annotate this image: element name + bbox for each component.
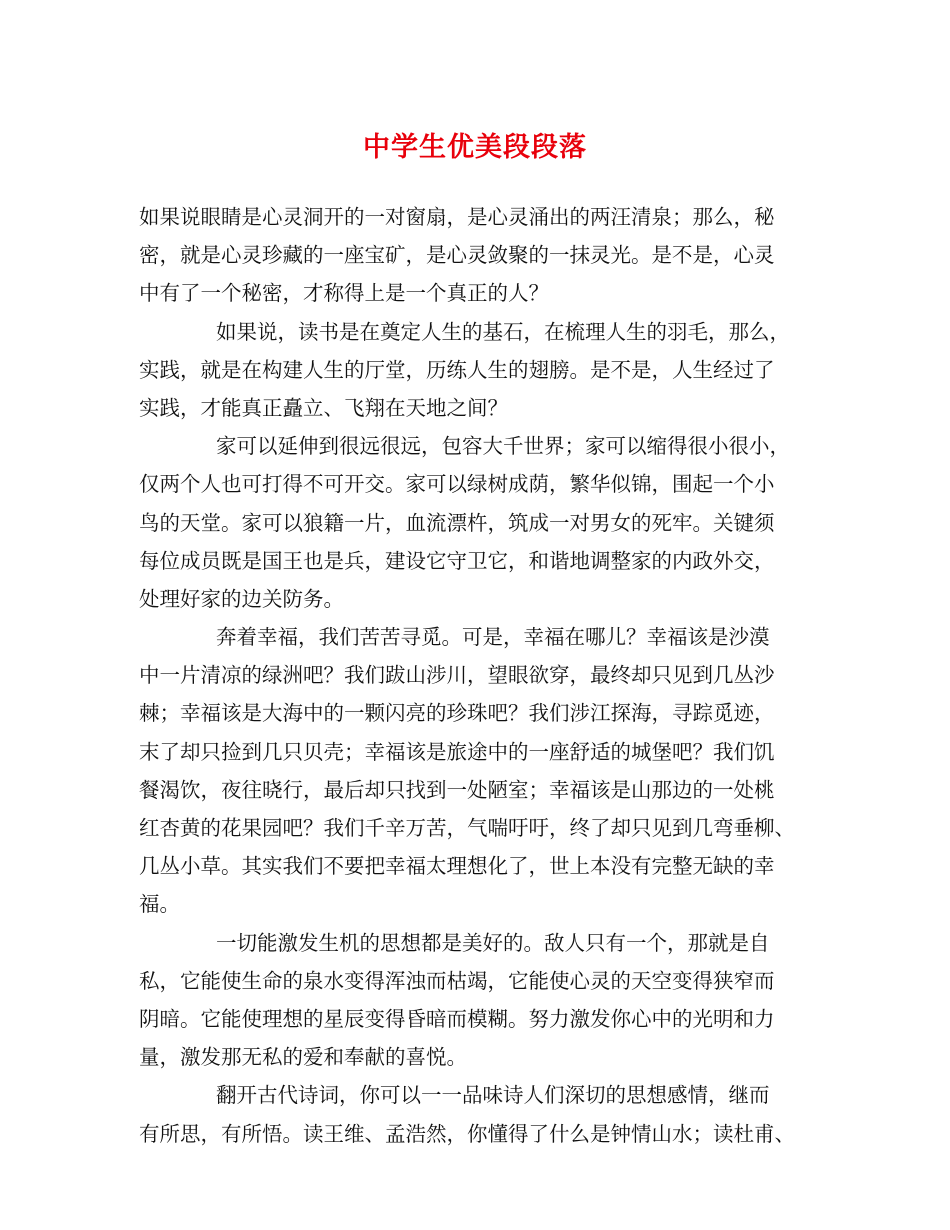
paragraph-line: 鸟的天堂。家可以狼籍一片，血流漂杵，筑成一对男女的死牢。关键须 [139,510,775,535]
paragraph-line: 一切能激发生机的思想都是美好的。敌人只有一个，那就是自 [216,930,770,955]
paragraph-line: 末了却只捡到几只贝壳；幸福该是旅途中的一座舒适的城堡吧？我们饥 [139,739,775,764]
document-body [139,198,829,1153]
paragraph-line: 中一片清凉的绿洲吧？我们跋山涉川，望眼欲穿，最终却只见到几丛沙 [139,663,775,688]
paragraph-line: 棘；幸福该是大海中的一颗闪亮的珍珠吧？我们涉江探海，寻踪觅迹， [139,701,775,726]
paragraph-line: 有所思，有所悟。读王维、孟浩然，你懂得了什么是钟情山水；读杜甫、 [139,1121,795,1146]
paragraph-line: 家可以延伸到很远很远，包容大千世界；家可以缩得很小很小， [216,434,790,459]
paragraph-line: 实践，才能真正矗立、飞翔在天地之间？ [139,395,508,420]
paragraph [139,427,829,618]
paragraph-line: 几丛小草。其实我们不要把幸福太理想化了，世上本没有完整无缺的幸 [139,854,775,879]
paragraph-line: 奔着幸福，我们苦苦寻觅。可是，幸福在哪儿？幸福该是沙漠 [216,625,770,650]
paragraph-line: 仅两个人也可打得不可开交。家可以绿树成荫，繁华似锦，围起一个小 [139,472,775,497]
paragraph [139,924,829,1077]
paragraph [139,618,829,924]
paragraph-line: 如果说，读书是在奠定人生的基石，在梳理人生的羽毛，那么， [216,319,790,344]
paragraph [139,1076,829,1152]
paragraph-line: 每位成员既是国王也是兵，建设它守卫它，和谐地调整家的内政外交， [139,548,775,573]
paragraph [139,198,829,313]
paragraph-line: 福。 [139,892,180,917]
paragraph-line: 处理好家的边关防务。 [139,586,344,611]
paragraph-line: 量，激发那无私的爱和奉献的喜悦。 [139,1045,467,1070]
paragraph-line: 中有了一个秘密，才称得上是一个真正的人？ [139,281,549,306]
paragraph-line: 实践，就是在构建人生的厅堂，历练人生的翅膀。是不是，人生经过了 [139,357,775,382]
paragraph-line: 如果说眼睛是心灵洞开的一对窗扇，是心灵涌出的两汪清泉；那么，秘 [139,205,775,229]
paragraph [139,313,829,428]
paragraph-line: 密，就是心灵珍藏的一座宝矿，是心灵敛聚的一抹灵光。是不是，心灵 [139,243,775,268]
paragraph-line: 红杏黄的花果园吧？我们千辛万苦，气喘吁吁，终了却只见到几弯垂柳、 [139,816,795,840]
paragraph-line: 翻开古代诗词，你可以一一品味诗人们深切的思想感情，继而 [216,1083,770,1108]
paragraph-line: 餐渴饮，夜往晓行，最后却只找到一处陋室；幸福该是山那边的一处桃 [139,777,775,802]
document-title: 中学生优美段段落 [363,132,587,163]
paragraph-line: 私，它能使生命的泉水变得浑浊而枯竭，它能使心灵的天空变得狭窄而 [139,968,775,993]
paragraph-line: 阴暗。它能使理想的星辰变得昏暗而模糊。努力激发你心中的光明和力 [139,1006,775,1031]
